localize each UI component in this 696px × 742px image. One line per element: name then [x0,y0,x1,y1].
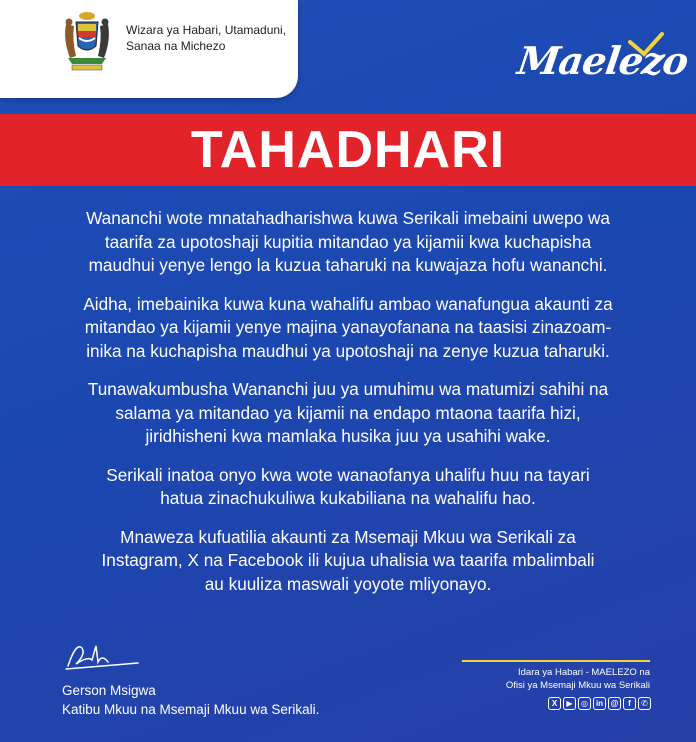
signature-mark [62,636,142,674]
paragraph-line: hatua zinachukuliwa kukabiliana na wahalifu hao. [160,488,536,508]
threads-icon[interactable]: @ [608,697,621,710]
statement-body [40,207,656,611]
paragraph-line: au kuuliza maswali yoyote mliyonayo. [204,573,492,594]
footer-divider [462,660,650,662]
body-paragraph [40,378,656,449]
banner-title: TAHADHARI [190,121,506,179]
paragraph-line: salama ya mitandao ya kijamii na endapo mtaona taarifa hizi, [115,402,581,423]
paragraph-line: Aidha, imebainika kuwa kuna wahalifu ambao wanafungua akaunti za [83,293,613,314]
coat-of-arms-icon [58,10,116,72]
signatory-title: Katibu Mkuu na Msemaji Mkuu wa Serikali. [62,702,320,717]
ministry-name-line-1: Wizara ya Habari, Utamaduni, [126,23,287,37]
paragraph-line: mitandao ya kijamii yenye majina yanayofanana na taasisi zinazoam- [84,317,612,337]
paragraph-line: inika na kuchapisha maudhui ya upotoshaji na zenye kuzua taharuki. [86,340,610,361]
ministry-name-line-2: Sanaa na Michezo [126,39,226,53]
instagram-icon[interactable]: ◎ [578,697,591,710]
paragraph-line: Wananchi wote mnatahadharishwa kuwa Serikali imebaini uwepo wa [86,208,610,228]
body-paragraph [40,526,656,597]
alert-banner [0,114,696,186]
linkedin-icon[interactable]: in [593,697,606,710]
paragraph-line: Mnaweza kufuatilia akaunti za Msemaji Mkuu wa Serikali za [120,526,576,547]
paragraph-line: Serikali inatoa onyo kwa wote wanaofanya uhalifu huu na tayari [106,464,590,485]
paragraph-line: taarifa za upotoshaji kupitia mitandao ya kijamii kwa kuchapisha [104,231,592,252]
paragraph-line: Instagram, X na Facebook ili kujua uhalisia wa taarifa mbalimbali [101,550,595,570]
social-icons [548,697,651,710]
x-icon[interactable]: X [548,697,561,710]
paragraph-line: Tunawakumbusha Wananchi juu ya umuhimu wa matumizi sahihi na [87,379,609,399]
signatory-name: Gerson Msigwa [62,683,156,698]
whatsapp-icon[interactable]: ✆ [638,697,651,710]
logo-swoosh-icon [518,30,668,90]
paragraph-line: maudhui yenye lengo la kuzua taharuki na kuwajaza hofu wananchi. [88,255,608,275]
ministry-name [126,22,296,54]
signatory [62,681,319,719]
maelezo-logo-text: Maelezo [514,38,691,83]
office-line-2: Ofisi ya Msemaji Mkuu wa Serikali [505,680,650,691]
ministry-header-card [0,0,298,98]
facebook-icon[interactable]: f [623,697,636,710]
maelezo-logo [514,30,691,90]
paragraph-line: jiridhisheni kwa mamlaka husika juu ya usahihi wake. [145,426,551,446]
youtube-icon[interactable]: ▶ [563,697,576,710]
body-paragraph [40,207,656,278]
footer-office [462,666,650,692]
body-paragraph [40,293,656,364]
body-paragraph [40,464,656,511]
office-line-1: Idara ya Habari - MAELEZO na [518,667,650,678]
